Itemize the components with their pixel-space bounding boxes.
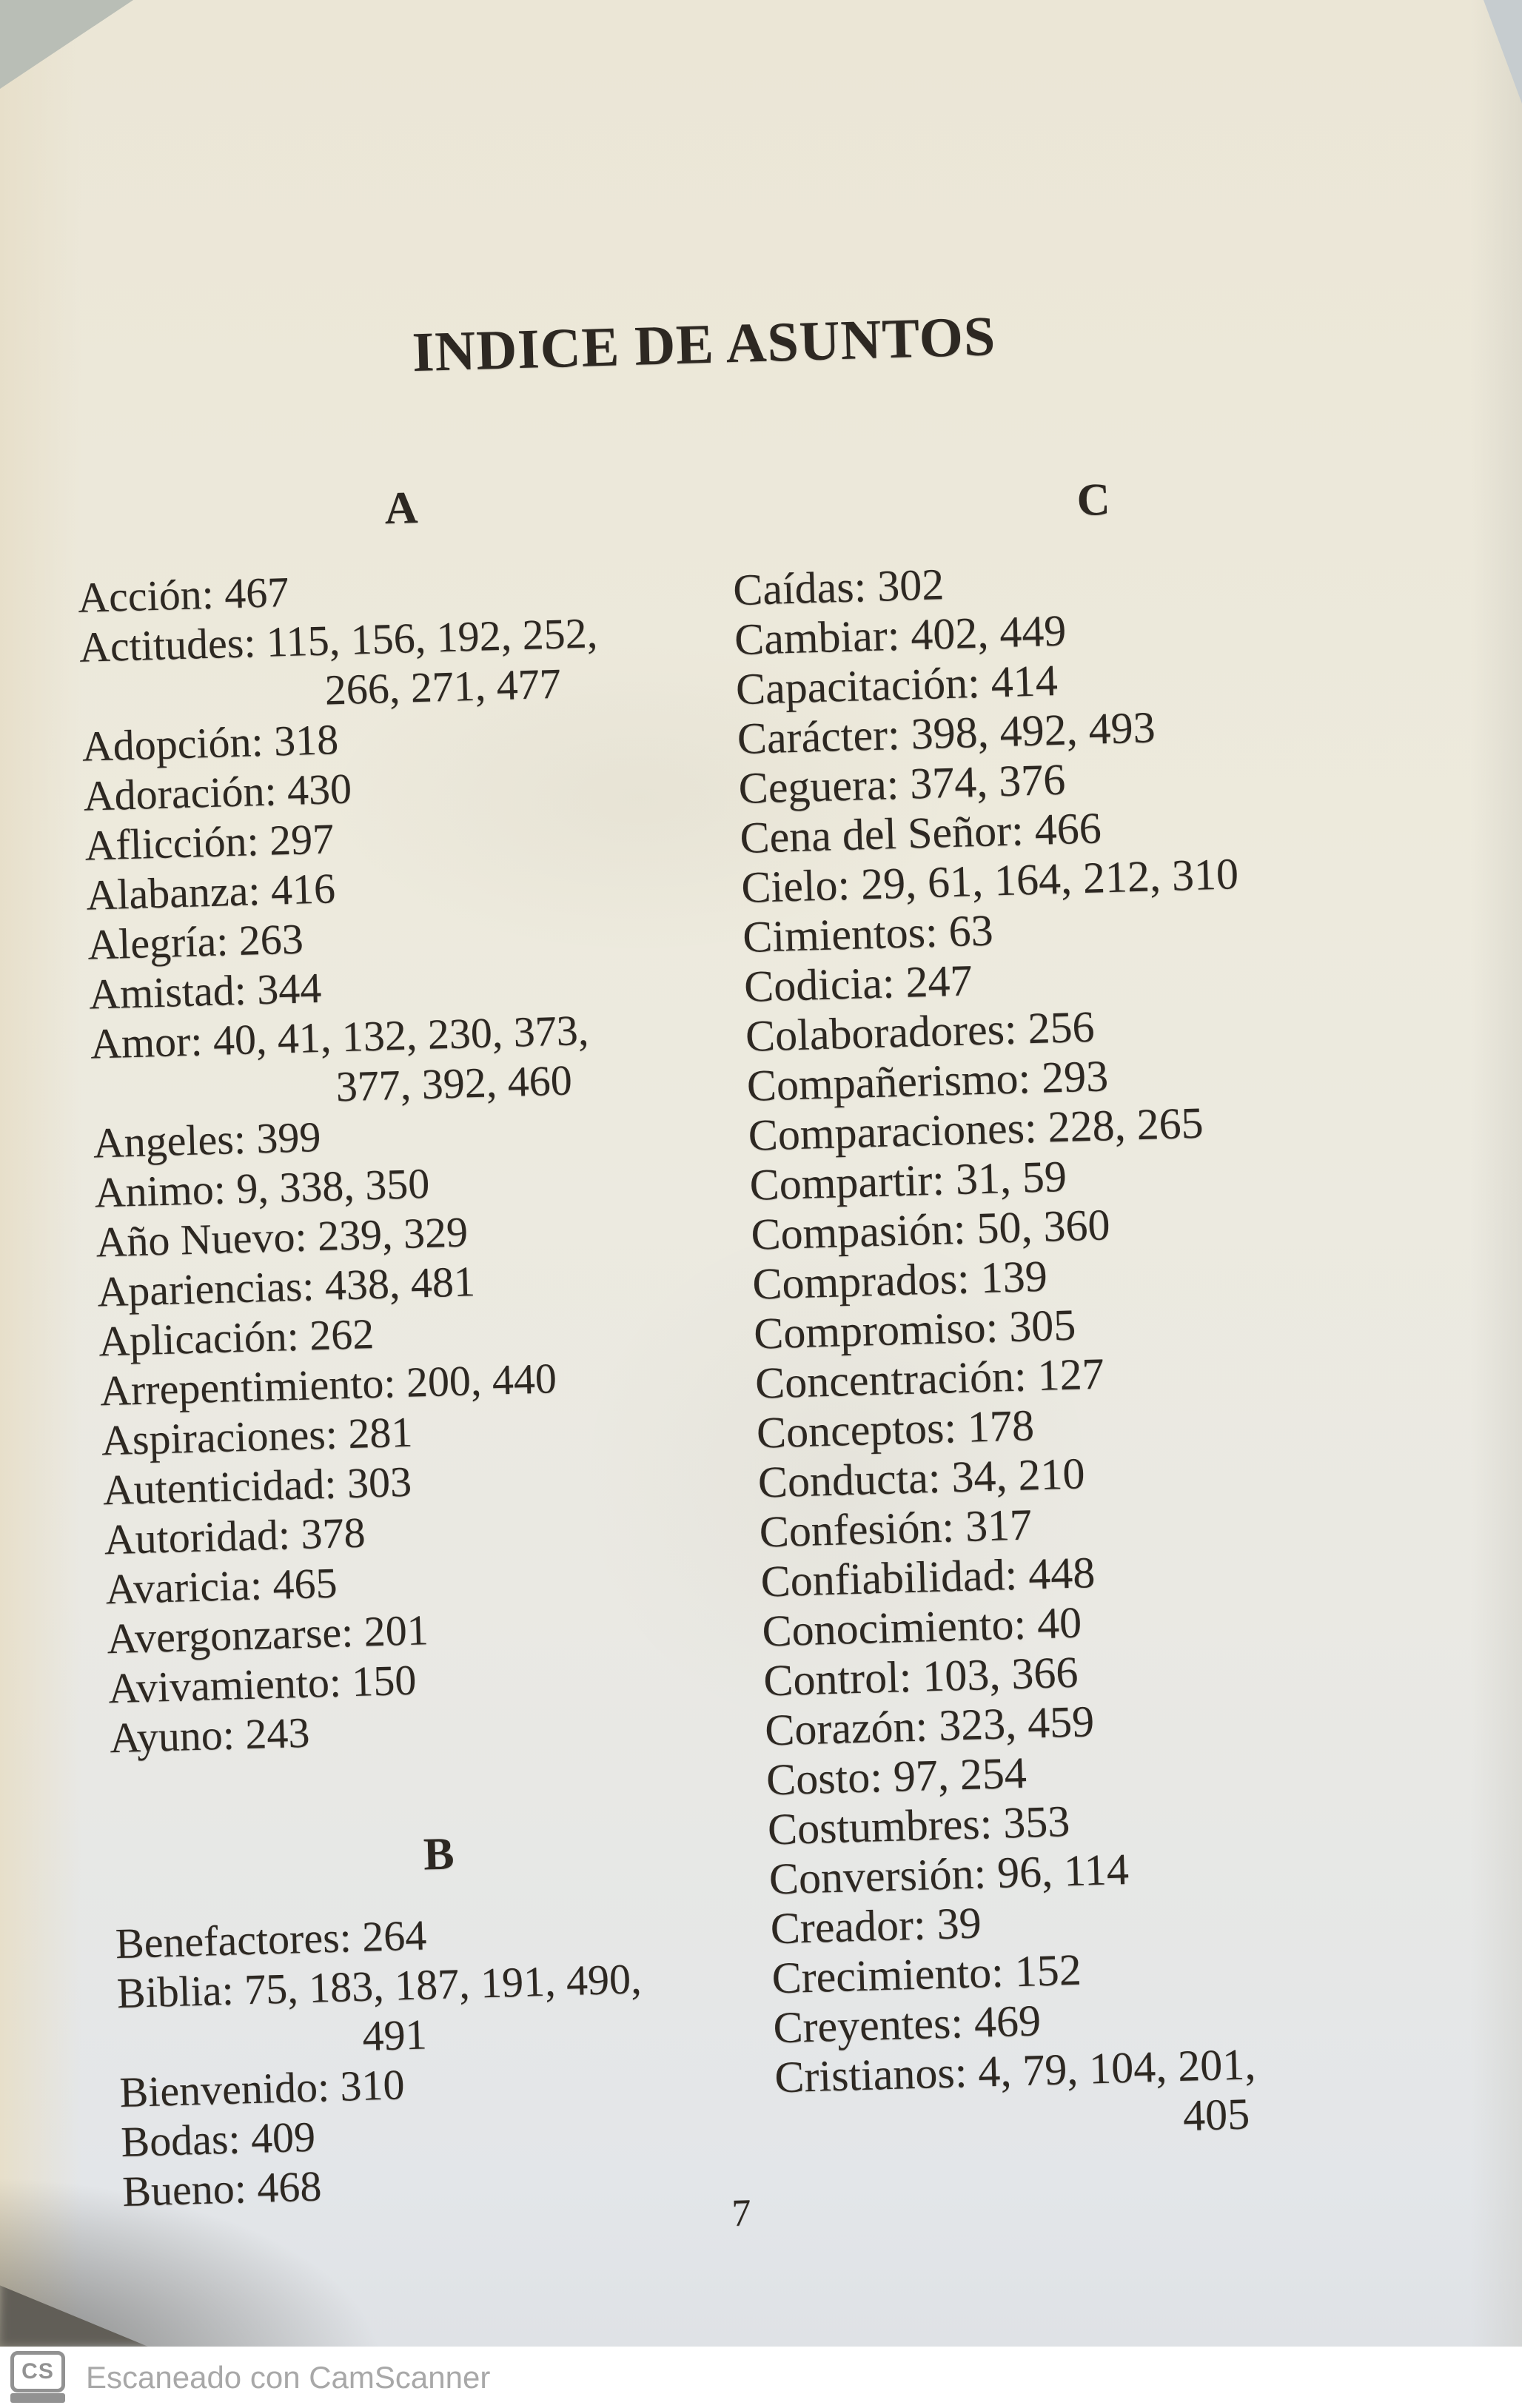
camscanner-bar [0, 2347, 1522, 2408]
index-entry: Autoridad: 378 [103, 1508, 366, 1564]
index-entry: Compromiso: 305 [753, 1300, 1077, 1358]
index-entry: Capacitación: 414 [735, 655, 1059, 714]
index-entry: Ayuno: 243 [109, 1708, 311, 1763]
index-entry: Creyentes: 469 [772, 1996, 1042, 2053]
index-column-right [730, 461, 1502, 2152]
index-entry: Cena del Señor: 466 [739, 803, 1102, 862]
index-entry: Compasión: 50, 360 [750, 1200, 1111, 1259]
index-entry: Amor: 40, 41, 132, 230, 373, [90, 1005, 590, 1068]
index-entry-continuation: 377, 392, 460 [335, 1056, 573, 1111]
index-entry: Biblia: 75, 183, 187, 191, 490, [115, 1954, 643, 2018]
index-entry: Colaboradores: 256 [745, 1002, 1096, 1061]
index-entry: Actitudes: 115, 156, 192, 252, [78, 608, 598, 671]
index-entry: Comprados: 139 [751, 1251, 1048, 1309]
index-entry: Arrepentimiento: 200, 440 [99, 1354, 557, 1415]
index-entry: Aflicción: 297 [84, 814, 335, 870]
index-entry: Adopción: 318 [81, 715, 339, 771]
index-entry: Angeles: 399 [92, 1112, 322, 1167]
index-entry-continuation: 266, 271, 477 [323, 659, 562, 714]
index-entry: Ceguera: 374, 376 [737, 754, 1067, 814]
index-entry-continuation: 491 [361, 2010, 428, 2060]
index-entry: Conocimiento: 40 [761, 1597, 1082, 1656]
index-entry: Bienvenido: 310 [118, 2060, 406, 2117]
page-title: INDICE DE ASUNTOS [411, 305, 997, 384]
index-entry: Acción: 467 [77, 567, 290, 622]
index-entry: Confesión: 317 [758, 1500, 1033, 1557]
index-entry: Corazón: 323, 459 [764, 1697, 1095, 1755]
camscanner-logo-icon [10, 2351, 65, 2392]
index-entry-continuation: 405 [1182, 2089, 1250, 2140]
section-letter-C: C [1076, 474, 1111, 526]
index-entry: Alabanza: 416 [85, 864, 336, 919]
index-column-left [75, 470, 774, 2216]
index-entry: Cielo: 29, 61, 164, 212, 310 [740, 849, 1239, 912]
index-entry: Caídas: 302 [732, 560, 945, 615]
camscanner-watermark: Escaneado con CamScanner [86, 2359, 491, 2395]
index-entry: Compañerismo: 293 [746, 1051, 1110, 1110]
index-entry: Avivamiento: 150 [107, 1655, 418, 1713]
index-entry: Animo: 9, 338, 350 [93, 1158, 431, 1217]
index-entry: Compartir: 31, 59 [748, 1151, 1067, 1210]
index-entry: Benefactores: 264 [115, 1911, 428, 1968]
index-entry: Costo: 97, 254 [765, 1748, 1027, 1805]
index-entry: Conceptos: 178 [756, 1401, 1035, 1458]
index-entry: Aplicación: 262 [98, 1309, 375, 1366]
index-entry: Confiabilidad: 448 [760, 1548, 1096, 1606]
index-entry: Adoración: 430 [82, 764, 352, 820]
index-entry: Avergonzarse: 201 [106, 1606, 429, 1663]
index-entry: Concentración: 127 [754, 1349, 1105, 1408]
index-entry: Cambiar: 402, 449 [734, 606, 1067, 665]
index-entry: Carácter: 398, 492, 493 [736, 702, 1156, 764]
page-number: 7 [731, 2192, 752, 2236]
index-entry: Apariencias: 438, 481 [96, 1257, 476, 1316]
index-entry: Año Nuevo: 239, 329 [95, 1207, 469, 1267]
index-entry: Creador: 39 [769, 1898, 982, 1953]
index-entry: Cristianos: 4, 79, 104, 201, [774, 2039, 1257, 2102]
index-entry: Avaricia: 465 [104, 1558, 338, 1614]
index-entry: Amistad: 344 [88, 963, 323, 1019]
index-entry: Autenticidad: 303 [101, 1457, 412, 1515]
index-entry: Aspiraciones: 281 [101, 1407, 414, 1465]
index-entry: Codicia: 247 [743, 956, 973, 1011]
index-entry: Bodas: 409 [120, 2112, 316, 2167]
section-letter-B: B [423, 1828, 455, 1880]
index-entry: Conversión: 96, 114 [768, 1844, 1130, 1904]
index-entry: Cimientos: 63 [742, 905, 994, 962]
index-entry: Alegría: 263 [87, 914, 304, 969]
camscanner-logo-tab [10, 2393, 65, 2403]
index-entry: Conducta: 34, 210 [757, 1449, 1086, 1507]
index-entry: Comparaciones: 228, 265 [747, 1098, 1204, 1160]
index-entry: Crecimiento: 152 [771, 1945, 1082, 2003]
camscanner-logo-text: CS [21, 2358, 54, 2384]
section-letter-A: A [383, 483, 419, 534]
index-entry: Costumbres: 353 [767, 1797, 1071, 1854]
index-entry: Bueno: 468 [121, 2162, 323, 2216]
index-entry: Control: 103, 366 [762, 1647, 1079, 1706]
